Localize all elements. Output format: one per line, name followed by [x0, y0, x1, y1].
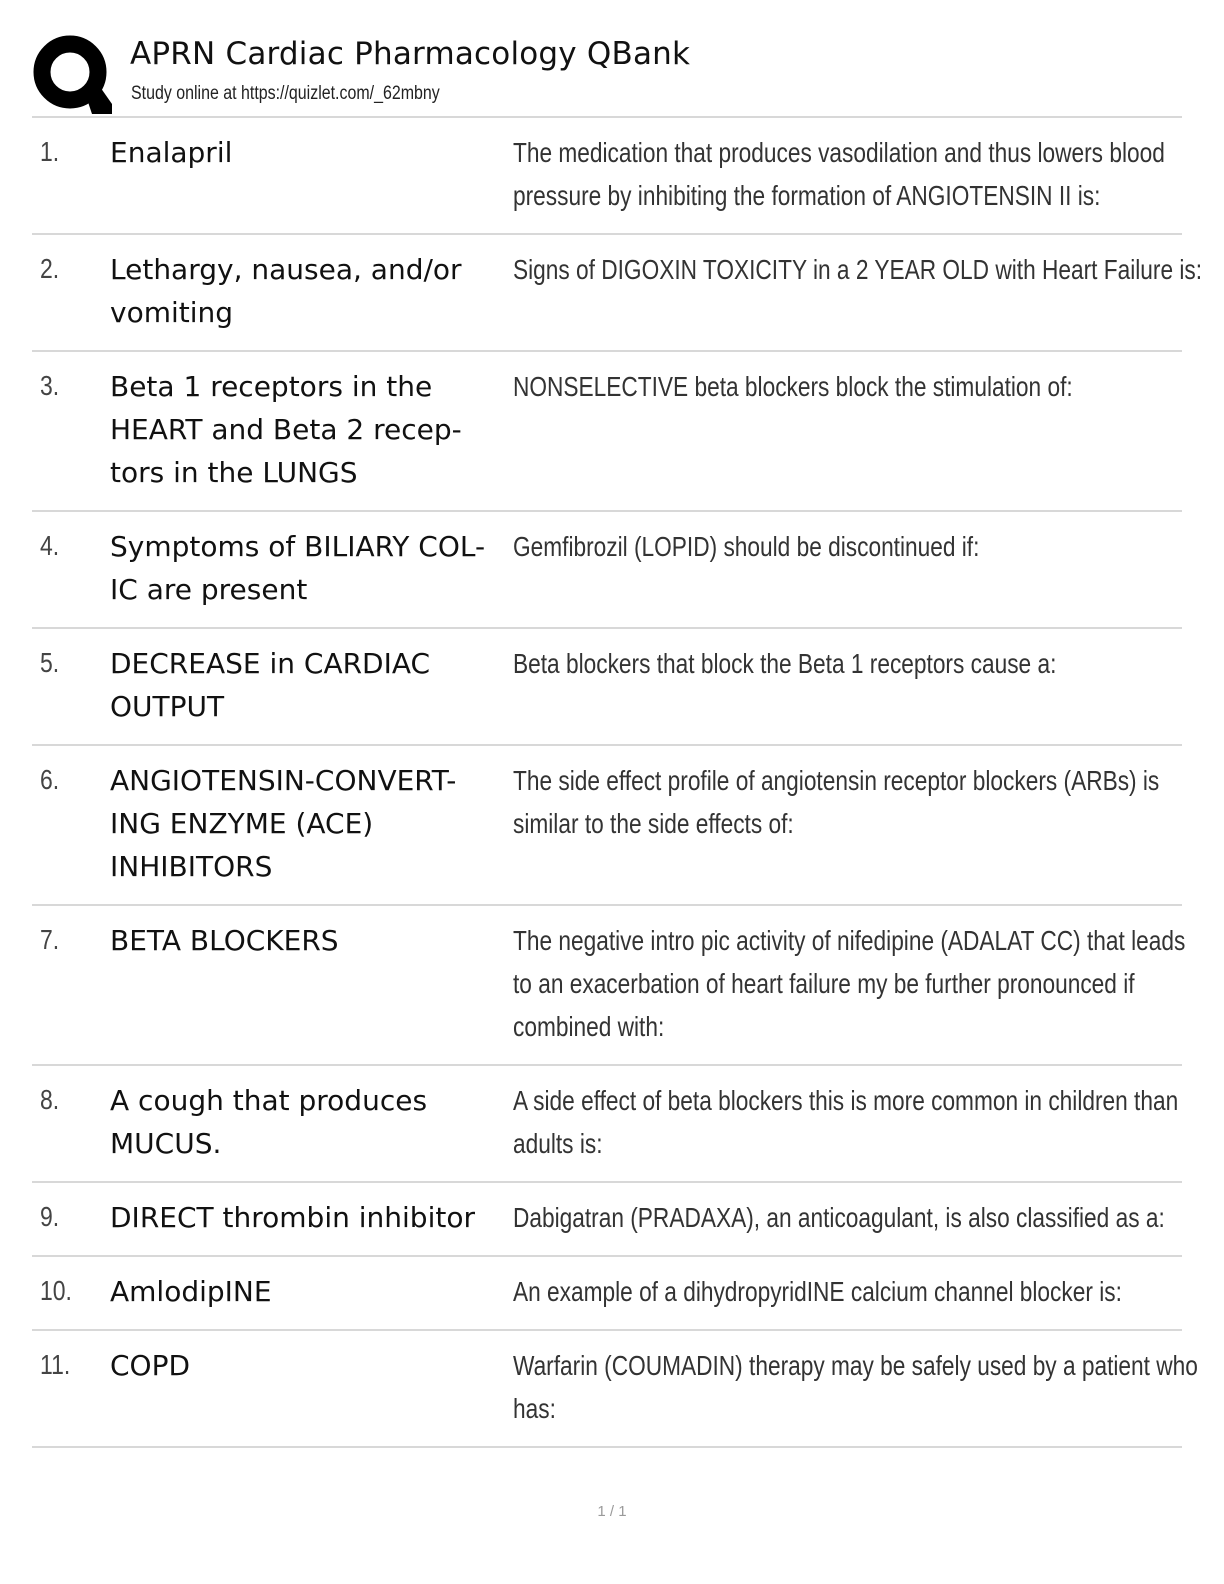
quizlet-q-logo [32, 34, 112, 114]
term-line: vomiting [110, 296, 234, 329]
term-line: BETA BLOCKERS [110, 924, 339, 957]
term-line: tors in the LUNGS [110, 456, 358, 489]
card-definition [513, 642, 1161, 685]
definition-line: NONSELECTIVE beta blockers block the stimulation of: [513, 371, 1073, 402]
definition-line: The negative intro pic activity of nifedipine (ADALAT CC) that leads [513, 925, 1186, 956]
term-line: HEART and Beta 2 recep- [110, 413, 462, 446]
document-title: APRN Cardiac Pharmacology QBank [130, 36, 691, 72]
definition-line: Gemfibrozil (LOPID) should be discontinued if: [513, 531, 980, 562]
definition-line: to an exacerbation of heart failure my be further pronounced if [513, 968, 1135, 999]
term-line: A cough that produces [110, 1084, 428, 1117]
flashcard-row [32, 1257, 1182, 1331]
card-number: 6. [40, 764, 60, 795]
card-term [110, 1270, 510, 1313]
card-number: 8. [40, 1084, 60, 1115]
card-number: 3. [40, 370, 60, 401]
definition-line: Signs of DIGOXIN TOXICITY in a 2 YEAR OLD with Heart Failure is: [513, 254, 1203, 285]
flashcard-list [32, 118, 1203, 1448]
card-term [110, 642, 510, 728]
flashcard-row [32, 629, 1182, 746]
card-number: 7. [40, 924, 60, 955]
term-line: Enalapril [110, 136, 233, 169]
flashcard-row [32, 352, 1182, 512]
term-line: ING ENZYME (ACE) [110, 807, 374, 840]
term-line: OUTPUT [110, 690, 225, 723]
card-number: 2. [40, 253, 60, 284]
definition-line: Beta blockers that block the Beta 1 receptors cause a: [513, 648, 1057, 679]
card-number: 10. [40, 1275, 72, 1306]
card-definition [513, 1344, 1198, 1430]
card-definition [513, 1196, 1165, 1239]
term-line: ANGIOTENSIN-CONVERT- [110, 764, 457, 797]
card-term [110, 248, 510, 334]
card-definition [513, 131, 1165, 217]
flashcard-row [32, 746, 1182, 906]
card-definition [513, 759, 1161, 845]
card-definition [513, 365, 1161, 408]
card-number: 1. [40, 136, 60, 167]
definition-line: has: [513, 1393, 556, 1424]
definition-line: The side effect profile of angiotensin receptor blockers (ARBs) is [513, 765, 1160, 796]
page-indicator: 1 / 1 [597, 1503, 627, 1520]
card-term [110, 759, 510, 888]
document-header [32, 32, 1182, 116]
card-number: 4. [40, 530, 60, 561]
term-line: IC are present [110, 573, 308, 606]
flashcard-row [32, 906, 1186, 1066]
term-line: DIRECT thrombin inhibitor [110, 1201, 475, 1234]
card-term [110, 1344, 510, 1387]
definition-line: The medication that produces vasodilation and thus lowers blood [513, 137, 1165, 168]
card-number: 11. [40, 1349, 71, 1380]
definition-line: Dabigatran (PRADAXA), an anticoagulant, is also classified as a: [513, 1202, 1165, 1233]
term-line: Lethargy, nausea, and/or [110, 253, 462, 286]
card-term [110, 365, 510, 494]
card-definition [513, 1270, 1161, 1313]
definition-line: combined with: [513, 1011, 665, 1042]
term-line: Symptoms of BILIARY COL- [110, 530, 486, 563]
card-term [110, 1079, 510, 1165]
card-term [110, 525, 510, 611]
definition-line: Warfarin (COUMADIN) therapy may be safely used by a patient who [513, 1350, 1198, 1381]
card-number: 9. [40, 1201, 60, 1232]
definition-line: similar to the side effects of: [513, 808, 794, 839]
card-definition [513, 1079, 1179, 1165]
flashcard-row [32, 118, 1182, 235]
term-line: Beta 1 receptors in the [110, 370, 433, 403]
definition-line: adults is: [513, 1128, 603, 1159]
card-term [110, 919, 510, 962]
card-term [110, 131, 510, 174]
term-line: MUCUS. [110, 1127, 222, 1160]
flashcard-row [32, 1066, 1182, 1183]
study-online-link[interactable]: Study online at https://quizlet.com/_62mbny [131, 83, 440, 104]
term-line: COPD [110, 1349, 191, 1382]
definition-line: A side effect of beta blockers this is more common in children than [513, 1085, 1179, 1116]
term-line: INHIBITORS [110, 850, 273, 883]
card-definition [513, 525, 1161, 568]
term-line: AmlodipINE [110, 1275, 272, 1308]
card-definition [513, 919, 1186, 1048]
card-term [110, 1196, 510, 1239]
definition-line: An example of a dihydropyridINE calcium channel blocker is: [513, 1276, 1122, 1307]
flashcard-row [32, 1183, 1182, 1257]
term-line: DECREASE in CARDIAC [110, 647, 431, 680]
flashcard-row [32, 1331, 1198, 1448]
flashcard-row [32, 235, 1203, 352]
flashcard-row [32, 512, 1182, 629]
card-definition [513, 248, 1203, 291]
card-number: 5. [40, 647, 60, 678]
definition-line: pressure by inhibiting the formation of ANGIOTENSIN II is: [513, 180, 1101, 211]
